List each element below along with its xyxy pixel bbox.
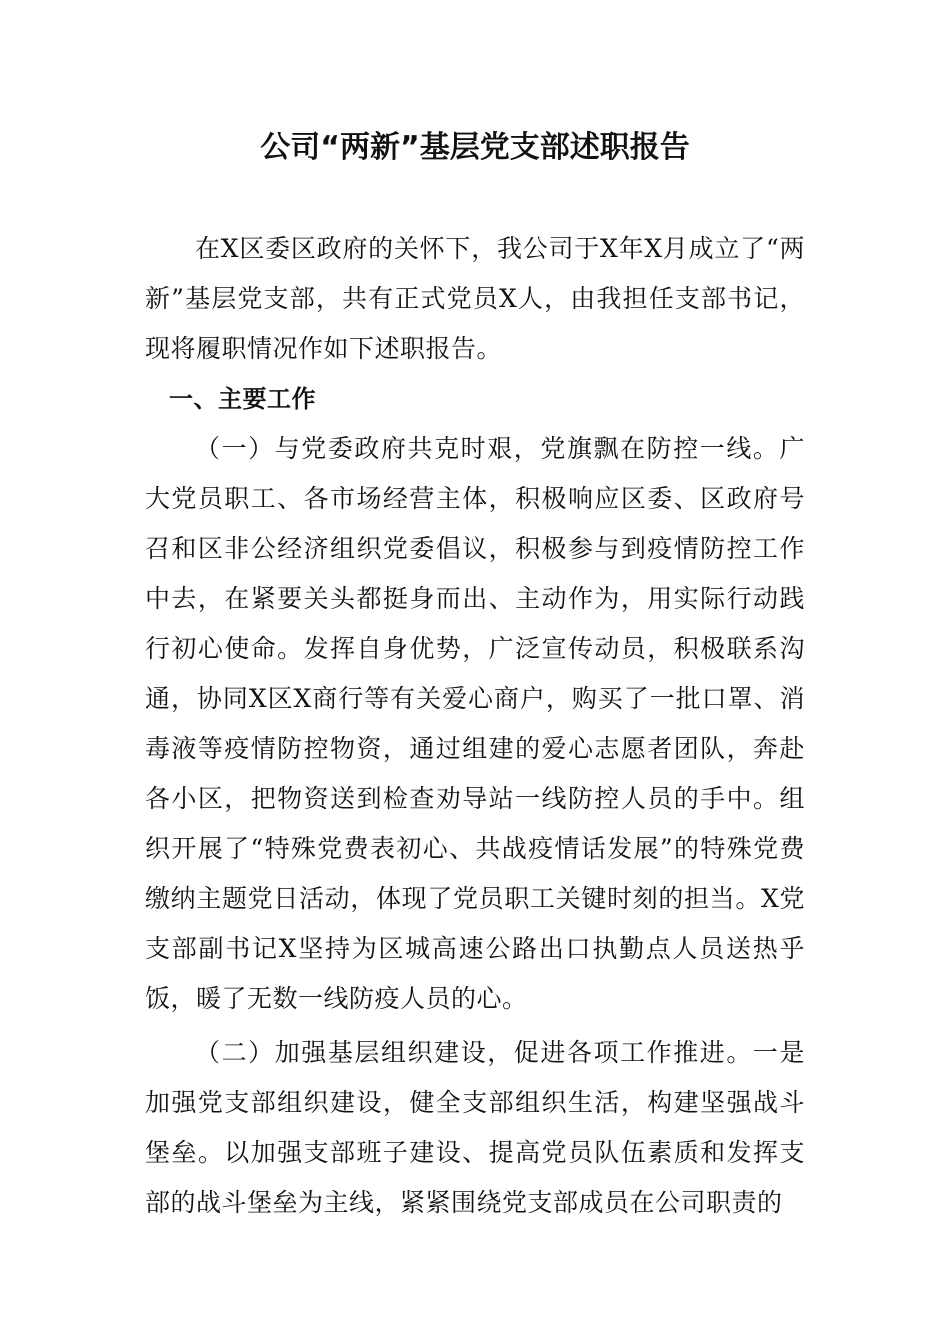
paragraph-2: （二）加强基层组织建设，促进各项工作推进。一是加强党支部组织建设，健全支部组织生活，构建坚强战斗堡垒。以加强支部班子建设、提高党员队伍素质和发挥支部的战斗堡垒为主线，紧紧围绕党支部成员在公司职责的 xyxy=(145,1038,805,1217)
document-body xyxy=(145,224,805,1228)
intro-paragraph: 在X区委区政府的关怀下，我公司于X年X月成立了“两新”基层党支部，共有正式党员X人，由我担任支部书记，现将履职情况作如下述职报告。 xyxy=(145,234,805,363)
paragraph-1: （一）与党委政府共克时艰，党旗飘在防控一线。广大党员职工、各市场经营主体，积极响应区委、区政府号召和区非公经济组织党委倡议，积极参与到疫情防控工作中去，在紧要关头都挺身而出、主动作为，用实际行动践行初心使命。发挥自身优势，广泛宣传动员，积极联系沟通，协同X区X商行等有关爱心商户，购买了一批口罩、消毒液等疫情防控物资，通过组建的爱心志愿者团队，奔赴各小区，把物资送到检查劝导站一线防控人员的手中。组织开展了“特殊党费表初心、共战疫情话发展”的特殊党费缴纳主题党日活动，体现了党员职工关键时刻的担当。X党支部副书记X坚持为区城高速公路出口执勤点人员送热乎饭，暖了无数一线防疫人员的心。 xyxy=(145,434,805,1013)
section-heading-main-work: 一、主要工作 xyxy=(169,385,316,413)
document-title: 公司“两新”基层党支部述职报告 xyxy=(260,130,690,165)
